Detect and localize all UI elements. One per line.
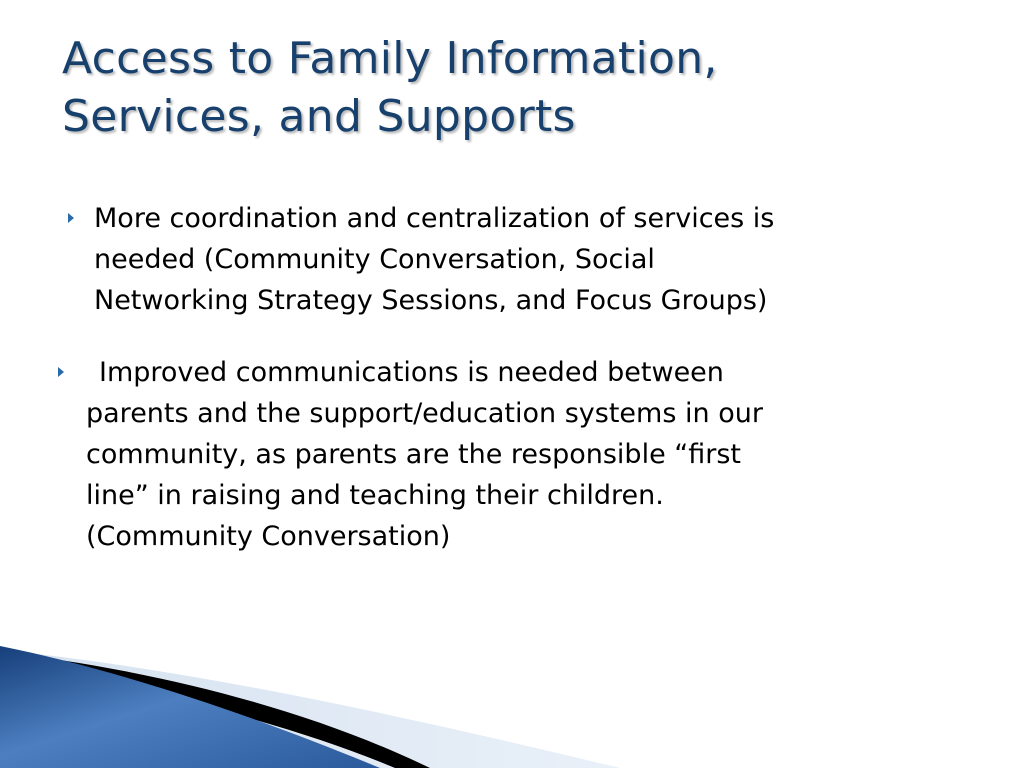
bullet-2-line-5: (Community Conversation) — [86, 521, 451, 552]
slide-title-line-2: Services, and Supports — [62, 91, 576, 142]
swoosh-blue-band — [0, 646, 380, 768]
slide-title-line-1: Access to Family Information, — [62, 33, 718, 84]
bullet-item-communications — [86, 352, 986, 557]
bullet-2-line-2: parents and the support/education systems in our — [86, 398, 763, 429]
right-triangle-bullet-icon — [68, 213, 74, 223]
bullet-2-line-4: line” in raising and teaching their children. — [86, 480, 664, 511]
bullet-1-line-1: More coordination and centralization of services is — [94, 203, 775, 234]
right-triangle-bullet-icon — [58, 367, 64, 377]
bullet-2-line-3: community, as parents are the responsible “first — [86, 439, 742, 470]
slide-title — [62, 30, 962, 146]
swoosh-pale-band — [0, 650, 620, 768]
bullet-1-line-3: Networking Strategy Sessions, and Focus Groups) — [94, 285, 768, 316]
bullet-2-line-1: Improved communications is needed between — [99, 357, 724, 388]
bullet-item-coordination — [94, 198, 974, 321]
bullet-1-line-2: needed (Community Conversation, Social — [94, 244, 655, 275]
swoosh-black-band — [0, 652, 430, 768]
